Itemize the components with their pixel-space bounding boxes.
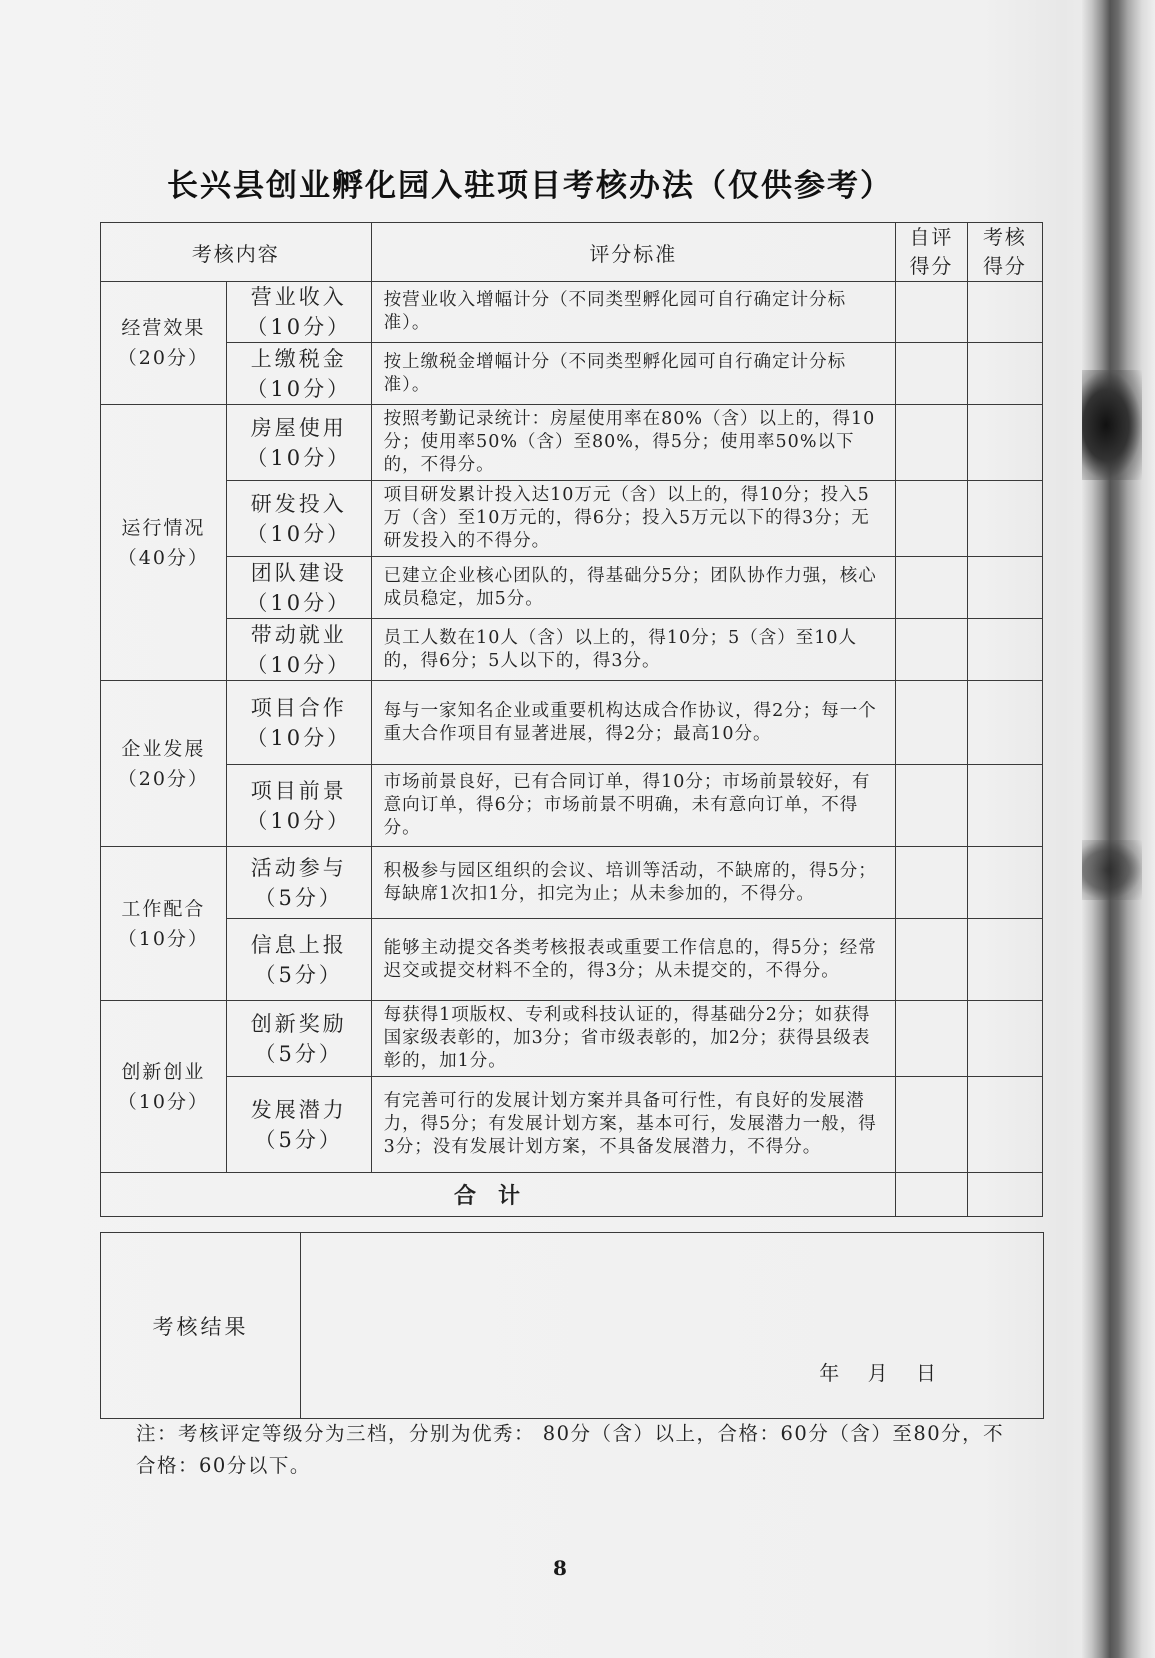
self-score-cell[interactable] [896, 481, 968, 557]
header-exam-score [967, 223, 1042, 282]
item-name: 营业收入 [250, 285, 347, 309]
category-points: （20分） [117, 347, 209, 369]
header-self-score [896, 223, 968, 282]
exam-score-cell[interactable] [967, 481, 1042, 557]
date-line: 年 月 日 [819, 1361, 938, 1385]
item-name: 发展潜力 [250, 1097, 347, 1122]
item-cell [226, 681, 371, 765]
item-name: 房屋使用 [250, 415, 347, 440]
item-cell [226, 1077, 371, 1173]
item-points: （5分） [254, 885, 343, 910]
table-header-row [101, 223, 1043, 282]
exam-score-cell[interactable] [967, 557, 1042, 619]
result-row [101, 1233, 1044, 1419]
table-row [101, 919, 1043, 1001]
category-points: （10分） [117, 927, 209, 950]
binding-shadow [1082, 0, 1155, 1658]
table-row [101, 282, 1043, 343]
item-cell [226, 282, 371, 343]
item-name: 项目合作 [250, 695, 347, 720]
self-score-cell[interactable] [896, 1001, 968, 1077]
self-score-cell[interactable] [896, 1077, 968, 1173]
evaluation-table [100, 222, 1043, 1217]
standard-cell: 按上缴税金增幅计分（不同类型孵化园可自行确定计分标准）。 [371, 343, 895, 405]
self-score-cell[interactable] [896, 847, 968, 919]
exam-score-cell[interactable] [967, 343, 1042, 405]
header-exam-score-line2: 得分 [982, 254, 1027, 278]
self-score-cell[interactable] [896, 557, 968, 619]
item-name: 带动就业 [250, 622, 347, 647]
item-name: 项目前景 [250, 778, 347, 803]
item-name: 活动参与 [250, 855, 347, 880]
category-cell [101, 847, 227, 1001]
item-points: （10分） [246, 808, 352, 833]
table-row [101, 619, 1043, 681]
item-name: 上缴税金 [250, 346, 347, 371]
item-points: （10分） [246, 521, 352, 546]
table-row [101, 765, 1043, 847]
exam-score-cell[interactable] [967, 919, 1042, 1001]
item-cell [226, 481, 371, 557]
table-row [101, 1001, 1043, 1077]
standard-cell: 能够主动提交各类考核报表或重要工作信息的，得5分；经常迟交或提交材料不全的，得3分；从未提交的，不得分。 [371, 919, 895, 1001]
self-score-cell[interactable] [896, 765, 968, 847]
item-cell [226, 847, 371, 919]
self-score-cell[interactable] [896, 681, 968, 765]
exam-score-cell[interactable] [967, 282, 1042, 343]
binding-mark [1082, 840, 1142, 900]
exam-score-cell[interactable] [967, 681, 1042, 765]
standard-cell: 项目研发累计投入达10万元（含）以上的，得10分；投入5万（含）至10万元的，得6分；投入5万元以下的得3分；无研发投入的不得分。 [371, 481, 895, 557]
result-label: 考核结果 [101, 1233, 301, 1419]
item-cell [226, 619, 371, 681]
item-name: 团队建设 [250, 560, 347, 585]
item-points: （10分） [246, 590, 352, 615]
item-points: （10分） [246, 315, 352, 339]
page-number: 8 [553, 1556, 567, 1580]
category-cell [101, 1001, 227, 1173]
self-score-cell[interactable] [896, 343, 968, 405]
table-row [101, 1077, 1043, 1173]
category-name: 创新创业 [121, 1060, 206, 1083]
header-self-score-line1: 自评 [909, 225, 954, 249]
item-cell [226, 765, 371, 847]
item-name: 创新奖励 [250, 1011, 347, 1036]
category-name: 工作配合 [121, 897, 206, 920]
total-exam-score-cell[interactable] [967, 1173, 1042, 1217]
item-points: （10分） [246, 652, 352, 677]
category-points: （20分） [117, 767, 209, 790]
exam-score-cell[interactable] [967, 619, 1042, 681]
item-points: （5分） [254, 1041, 343, 1066]
table-row [101, 847, 1043, 919]
standard-cell: 每获得1项版权、专利或科技认证的，得基础分2分；如获得国家级表彰的，加3分；省市级表彰的，加2分；获得县级表彰的，加1分。 [371, 1001, 895, 1077]
item-points: （10分） [246, 725, 352, 750]
item-points: （5分） [254, 962, 343, 987]
footnote: 注：考核评定等级分为三档，分别为优秀： 80分（含）以上，合格：60分（含）至80分，不合格：60分以下。 [136, 1422, 1005, 1477]
header-content: 考核内容 [101, 223, 372, 282]
table-row [101, 557, 1043, 619]
header-self-score-line2: 得分 [909, 254, 954, 278]
exam-score-cell[interactable] [967, 1077, 1042, 1173]
item-cell [226, 1001, 371, 1077]
standard-cell: 市场前景良好，已有合同订单，得10分；市场前景较好，有意向订单，得6分；市场前景不明确，未有意向订单，不得分。 [371, 765, 895, 847]
exam-score-cell[interactable] [967, 1001, 1042, 1077]
item-cell [226, 557, 371, 619]
result-body-cell[interactable] [301, 1233, 1044, 1419]
table-row [101, 681, 1043, 765]
category-name: 企业发展 [121, 737, 206, 760]
category-cell [101, 681, 227, 847]
binding-mark [1082, 370, 1142, 480]
exam-score-cell[interactable] [967, 847, 1042, 919]
total-row [101, 1173, 1043, 1217]
exam-score-cell[interactable] [967, 405, 1042, 481]
category-points: （10分） [117, 1090, 209, 1113]
category-name: 经营效果 [121, 317, 206, 339]
item-points: （10分） [246, 376, 352, 401]
standard-cell: 员工人数在10人（含）以上的，得10分；5（含）至10人的，得6分；5人以下的，得3分。 [371, 619, 895, 681]
total-label: 合计 [101, 1173, 896, 1217]
standard-cell: 按营业收入增幅计分（不同类型孵化园可自行确定计分标准）。 [371, 282, 895, 343]
category-cell [101, 405, 227, 681]
exam-score-cell[interactable] [967, 765, 1042, 847]
standard-cell: 有完善可行的发展计划方案并具备可行性，有良好的发展潜力，得5分；有发展计划方案，基本可行，发展潜力一般，得3分；没有发展计划方案，不具备发展潜力，不得分。 [371, 1077, 895, 1173]
standard-cell: 已建立企业核心团队的，得基础分5分；团队协作力强，核心成员稳定，加5分。 [371, 557, 895, 619]
standard-cell: 积极参与园区组织的会议、培训等活动，不缺席的，得5分；每缺席1次扣1分，扣完为止；从未参加的，不得分。 [371, 847, 895, 919]
self-score-cell[interactable] [896, 619, 968, 681]
category-points: （40分） [117, 546, 209, 569]
header-standard: 评分标准 [371, 223, 895, 282]
item-cell [226, 919, 371, 1001]
item-cell [226, 343, 371, 405]
table-row [101, 481, 1043, 557]
standard-cell: 每与一家知名企业或重要机构达成合作协议，得2分；每一个重大合作项目有显著进展，得2分；最高10分。 [371, 681, 895, 765]
total-self-score-cell[interactable] [896, 1173, 968, 1217]
table-row [101, 343, 1043, 405]
page-title: 长兴县创业孵化园入驻项目考核办法（仅供参考） [167, 168, 893, 204]
result-table [100, 1232, 1044, 1419]
item-points: （10分） [246, 445, 352, 470]
category-name: 运行情况 [121, 516, 206, 539]
self-score-cell[interactable] [896, 405, 968, 481]
item-points: （5分） [254, 1127, 343, 1152]
standard-cell: 按照考勤记录统计：房屋使用率在80%（含）以上的，得10分；使用率50%（含）至80%，得5分；使用率50%以下的，不得分。 [371, 405, 895, 481]
item-name: 研发投入 [250, 491, 347, 516]
self-score-cell[interactable] [896, 282, 968, 343]
self-score-cell[interactable] [896, 919, 968, 1001]
table-row [101, 405, 1043, 481]
header-exam-score-line1: 考核 [982, 225, 1027, 249]
item-cell [226, 405, 371, 481]
item-name: 信息上报 [250, 932, 347, 957]
category-cell [101, 282, 227, 405]
